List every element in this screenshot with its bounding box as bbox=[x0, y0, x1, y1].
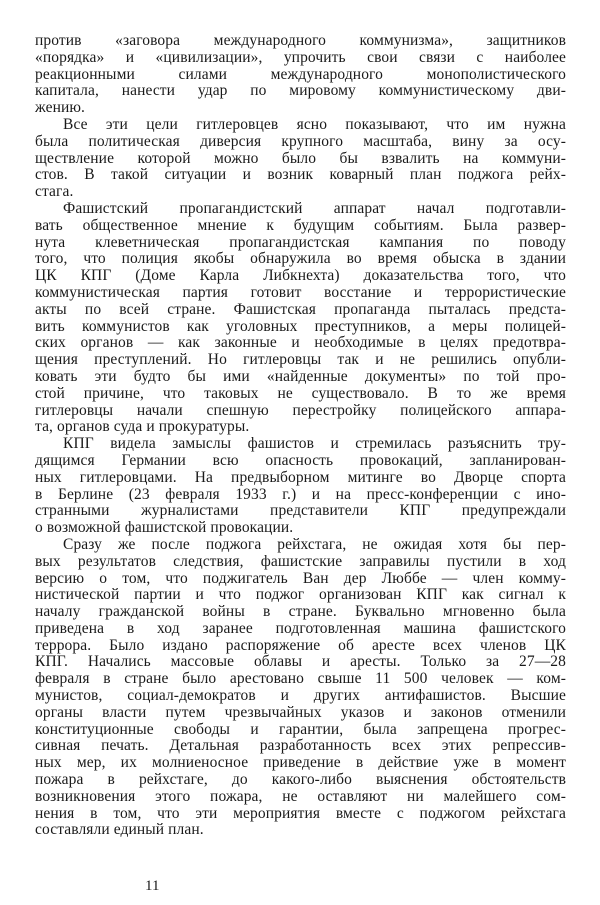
text-line: февраля в стране было арестовано свыше 11 500 человек — ком- bbox=[35, 670, 566, 688]
paragraph bbox=[35, 117, 566, 201]
text-line: против «заговора международного коммунизма», защитников bbox=[35, 32, 566, 49]
text-line: капитала, нанести удар по мировому коммунистическому дви- bbox=[35, 82, 566, 100]
paragraph bbox=[35, 537, 566, 839]
text-line: о возможной фашистской провокации. bbox=[35, 519, 294, 537]
text-line: версию о том, что поджигатель Ван дер Люббе — член комму- bbox=[35, 569, 566, 587]
text-line: дящимся Германии всю опасность провокаций, запланирован- bbox=[35, 451, 566, 469]
text-line: ЦК КПГ (Доме Карла Либкнехта) доказательства того, что bbox=[35, 267, 566, 285]
text-line: ковать эти будто бы ими «найденные документы» по той про- bbox=[35, 367, 566, 385]
text-line: того, что полиция якобы обнаружила во время обыска в здании bbox=[35, 250, 566, 268]
text-line: та, органов суда и прокуратуры. bbox=[35, 418, 250, 436]
text-line: началу гражданской войны в стране. Буквально мгновенно была bbox=[35, 603, 566, 621]
text-line: странными журналистами представители КПГ предупреждали bbox=[35, 502, 566, 520]
text-line: нистической партии и что поджог организован КПГ как сигнал к bbox=[35, 586, 566, 604]
text-line: вить коммунистов как уголовных преступников, а меры полицей- bbox=[35, 317, 566, 335]
text-line: жению. bbox=[35, 99, 86, 117]
text-line: стой причине, что таковых не существовало. В то же время bbox=[35, 384, 566, 402]
text-line: акты по всей стране. Фашистская пропаганда пыталась предста- bbox=[35, 300, 566, 318]
text-line: гитлеровцы начали спешную перестройку полицейского аппара- bbox=[35, 401, 566, 419]
paragraph bbox=[35, 201, 566, 436]
text-line: КПГ видела замыслы фашистов и стремилась разъяснить тру- bbox=[63, 435, 566, 453]
page-number: 11 bbox=[145, 878, 160, 894]
text-line: Сразу же после поджога рейхстага, не ожидая хотя бы пер- bbox=[63, 535, 566, 553]
text-line: ных мер, их молниеносное приведение в действие уже в момент bbox=[35, 754, 566, 772]
text-line: в Берлине (23 февраля 1933 г.) и на пресс-конференции с ино- bbox=[35, 485, 566, 503]
text-line: конституционные свободы и гарантии, была запрещена прогрес- bbox=[35, 720, 566, 738]
text-line: стов. В такой ситуации и возник коварный план поджога рейх- bbox=[35, 166, 566, 184]
text-line: приведена в ход заранее подготовленная машина фашистского bbox=[35, 619, 566, 637]
text-line: Все эти цели гитлеровцев ясно показывают, что им нужна bbox=[63, 115, 566, 133]
text-line: ных гитлеровцами. На предвыборном митинге во Дворце спорта bbox=[35, 468, 566, 486]
paragraph bbox=[35, 436, 566, 537]
text-line: ских органов — как законные и необходимые в целях предотвра- bbox=[35, 334, 566, 352]
text-line: была политическая диверсия крупного масштаба, вину за осу- bbox=[35, 132, 566, 150]
paragraph bbox=[35, 33, 566, 117]
text-line: нения в том, что эти мероприятия вместе с поджогом рейхстага bbox=[35, 804, 566, 822]
text-line: «порядка» и «цивилизации», упрочить свои связи с наиболее bbox=[35, 48, 566, 66]
text-line: органы власти путем чрезвычайных указов и законов отменили bbox=[35, 703, 566, 721]
text-line: возникновения этого пожара, не оставляют ни малейшего сом- bbox=[35, 787, 566, 805]
text-line: составляли единый план. bbox=[35, 821, 204, 839]
text-line: Фашистский пропагандистский аппарат начал подготавли- bbox=[63, 199, 566, 217]
text-line: коммунистическая партия готовит восстание и террористические bbox=[35, 283, 566, 301]
text-line: нута клеветническая пропагандистская кампания по поводу bbox=[35, 233, 566, 251]
text-line: стага. bbox=[35, 183, 74, 201]
text-line: КПГ. Начались массовые облавы и аресты. Только за 27—28 bbox=[35, 653, 566, 671]
text-line: сивная печать. Детальная разработанность всех этих репрессив- bbox=[35, 737, 566, 755]
text-line: щения преступлений. Но гитлеровцы так и не решились опубли- bbox=[35, 351, 566, 369]
text-line: пожара в рейхстаге, до какого-либо выяснения обстоятельств bbox=[35, 771, 566, 789]
page-body-text bbox=[35, 33, 566, 839]
text-line: вать общественное мнение к будущим событиям. Была развер- bbox=[35, 216, 566, 234]
text-line: террора. Было издано распоряжение об аресте всех членов ЦК bbox=[35, 636, 566, 654]
text-line: реакционными силами международного монополистического bbox=[35, 65, 566, 83]
text-line: вых результатов следствия, фашистские заправилы пустили в ход bbox=[35, 552, 566, 570]
text-line: мунистов, социал-демократов и других антифашистов. Высшие bbox=[35, 687, 566, 705]
text-line: ществление которой можно было бы взвалить на коммуни- bbox=[35, 149, 566, 167]
